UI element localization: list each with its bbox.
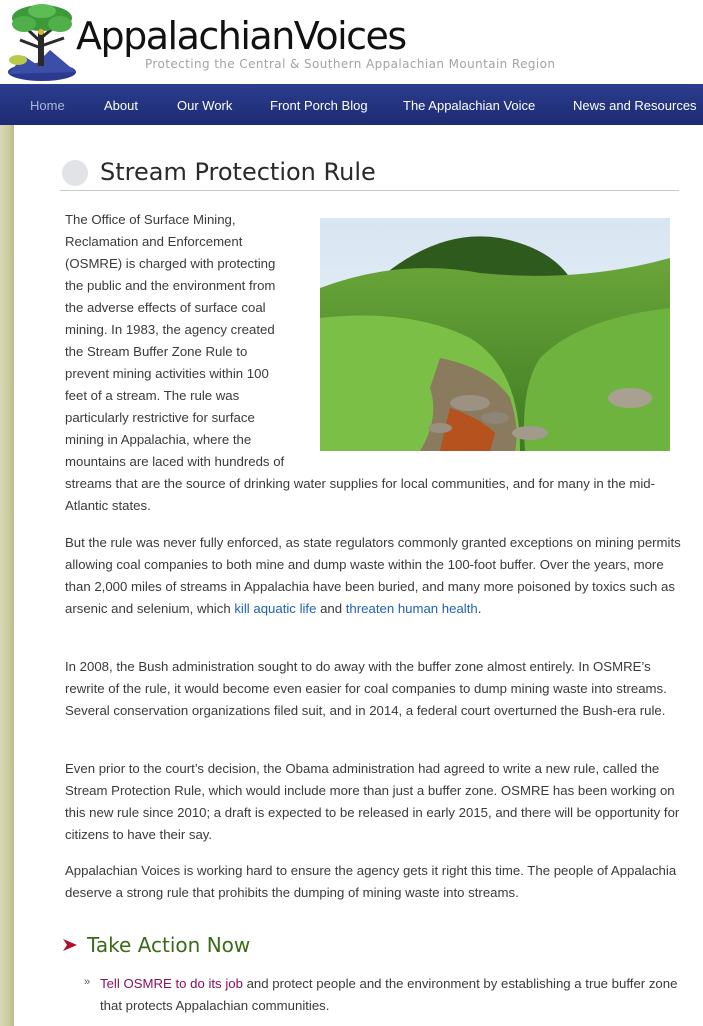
site-header xyxy=(0,0,703,84)
nav-item-appalachian-voice[interactable]: The Appalachian Voice xyxy=(403,98,536,113)
text-line: The Office of Surface Mining, xyxy=(65,212,236,227)
nav-item-home[interactable]: Home xyxy=(30,98,65,113)
paragraph-text: But the rule was never fully enforced, as state regulators commonly granted exceptions on mining permits allowing coal companies to both mine and dump waste within the 100-foot buffer. Over the years, more than 2,000 miles of streams in Appalachia have been buried, and many more poisoned by toxics such as arsenic and selenium, which xyxy=(65,535,681,616)
title-divider xyxy=(60,190,679,191)
left-decorative-bar xyxy=(0,125,14,1026)
paragraph-obama-administration: Even prior to the court’s decision, the Obama administration had agreed to write a new rule, called the Stream Protection Rule, which would include more than just a buffer zone. OSMRE has been working on this new rule since 2010; a draft is expected to be released in early 2015, and there will be opportunity for citizens to have their say. xyxy=(65,761,680,842)
paragraph-appalachian-voices: Appalachian Voices is working hard to ensure the agency gets it right this time. The people of Appalachia deserve a strong rule that prohibits the dumping of mining waste into streams. xyxy=(65,863,677,900)
action-list-item xyxy=(100,973,680,1017)
text-line: streams that are the source of drinking water supplies for local communities, and for many in the mid-Atlantic states. xyxy=(65,476,656,513)
tell-osmre-link[interactable]: Tell OSMRE to do its job xyxy=(100,976,243,991)
double-chevron-icon: » xyxy=(84,976,91,988)
page-title: Stream Protection Rule xyxy=(100,158,376,186)
nav-item-front-porch-blog[interactable]: Front Porch Blog xyxy=(270,98,368,113)
text-line: feet of a stream. The rule was xyxy=(65,388,240,403)
tree-logo-icon[interactable] xyxy=(6,2,78,82)
take-action-heading: Take Action Now xyxy=(87,933,251,957)
text-line: mining in Appalachia, where the xyxy=(65,432,252,447)
site-tagline: Protecting the Central & Southern Appalachian Mountain Region xyxy=(145,57,556,71)
title-bullet-icon xyxy=(62,160,88,186)
paragraph-bush-administration: In 2008, the Bush administration sought to do away with the buffer zone almost entirely. In OSMRE’s rewrite of the rule, it would become even easier for coal companies to dump mining waste into streams. Several conservation organizations filed suit, and in 2014, a federal court overturned the Bush-era rule. xyxy=(65,659,667,718)
main-navigation xyxy=(0,84,703,125)
arrow-right-icon xyxy=(61,936,79,954)
text-line: Reclamation and Enforcement xyxy=(65,234,243,249)
nav-item-news-and-resources[interactable]: News and Resources xyxy=(573,98,697,113)
nav-item-about[interactable]: About xyxy=(104,98,138,113)
text-line: mountains are laced with hundreds of xyxy=(65,454,285,469)
action-text: and protect people and the environment by establishing a true buffer zone that protects Appalachian communities. xyxy=(100,976,678,1013)
text-line: (OSMRE) is charged with protecting xyxy=(65,256,276,271)
main-content xyxy=(14,125,703,1026)
threaten-human-health-link[interactable]: threaten human health xyxy=(345,601,478,616)
text-line: the public and the environment from xyxy=(65,278,276,293)
kill-aquatic-life-link[interactable]: kill aquatic life xyxy=(234,601,317,616)
paragraph-intro xyxy=(65,209,683,517)
text-line: the Stream Buffer Zone Rule to xyxy=(65,344,248,359)
paragraph-text: and xyxy=(316,601,346,616)
text-line: prevent mining activities within 100 xyxy=(65,366,269,381)
paragraph-text: . xyxy=(477,601,482,616)
site-name[interactable]: AppalachianVoices xyxy=(76,14,406,58)
text-line: mining. In 1983, the agency created xyxy=(65,322,275,337)
text-line: particularly restrictive for surface xyxy=(65,410,255,425)
nav-item-our-work[interactable]: Our Work xyxy=(177,98,233,113)
text-line: the adverse effects of surface coal xyxy=(65,300,266,315)
paragraph-enforcement xyxy=(65,532,683,620)
